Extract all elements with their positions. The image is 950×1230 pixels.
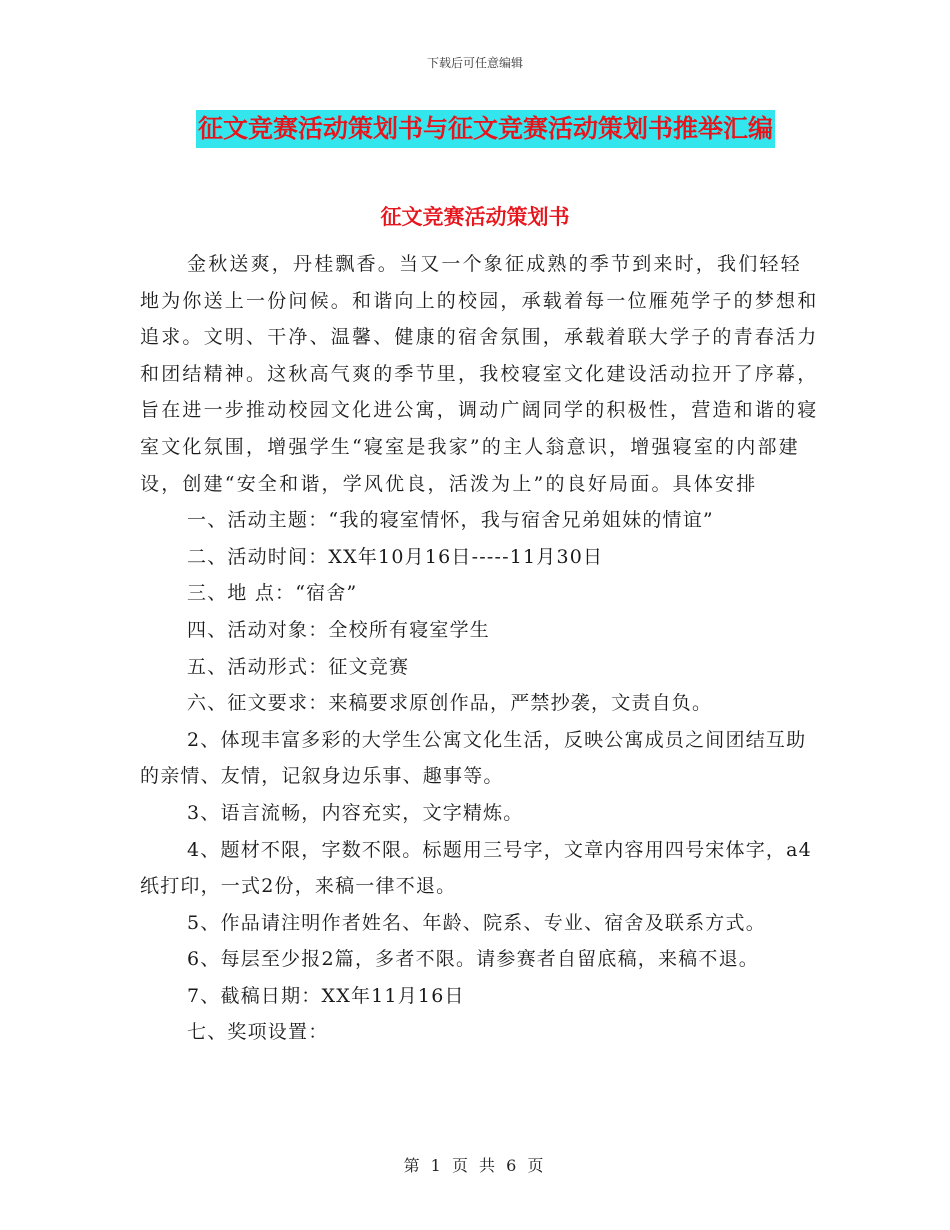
list-item: 4、题材不限，字数不限。标题用三号字，文章内容用四号宋体字，a4纸打印，一式2份，来稿一律不退。	[140, 838, 812, 898]
page-footer: 第 1 页 共 6 页	[403, 1156, 547, 1175]
list-item: 二、活动时间：XX年10月16日-----11月30日	[187, 545, 604, 568]
list-item: 3、语言流畅，内容充实，文字精炼。	[187, 801, 524, 824]
intro-line: 的青春活力和团结精神。这秋高气爽的季节里，我校寝室文化建设活	[140, 326, 819, 385]
document-title: 征文竞赛活动策划书与征文竞赛活动策划书推举汇编	[196, 110, 775, 148]
intro-line: 意识，增强寝室的内部建设，创建“安全和谐，学风优良，活泼为	[140, 435, 800, 495]
intro-line: 极性，营造和谐的寝室文化氛围，增强学生“寝室是我家”的主人翁	[140, 399, 819, 458]
list-item: 7、截稿日期：XX年11月16日	[187, 984, 465, 1007]
list-item: 六、征文要求：来稿要求原创作品，严禁抄袭，文责自负。	[187, 692, 713, 715]
intro-line: 动拉开了序幕，旨在进一步推动校园文化进公寓，调动广阔同学的积	[140, 362, 819, 422]
list-item: 一、活动主题：“我的寝室情怀，我与宿舍兄弟姐妹的情谊”	[187, 509, 714, 532]
document-body	[140, 246, 820, 1051]
list-item: 6、每层至少报2篇，多者不限。请参赛者自留底稿，来稿不退。	[187, 948, 759, 971]
list-item: 5、作品请注明作者姓名、年龄、院系、专业、宿舍及联系方式。	[187, 911, 766, 934]
list-item: 七、奖项设置：	[187, 1021, 329, 1044]
header-note: 下载后可任意编辑	[426, 56, 523, 70]
list-item: 2、体现丰富多彩的大学生公寓文化生活，反映公寓成员之间团结互助的亲情、友情，记叙身边乐事、趣事等。	[140, 728, 807, 788]
intro-line: 轻地为你送上一份问候。和谐向上的校园，承载着每一位雁苑学子的	[140, 253, 802, 312]
section-title: 征文竞赛活动策划书	[380, 204, 570, 229]
list-item: 三、地 点：“宿舍”	[187, 582, 358, 605]
intro-paragraph	[140, 246, 820, 502]
list-item: 四、活动对象：全校所有寝室学生	[187, 618, 491, 641]
intro-line: 金秋送爽，丹桂飘香。当又一个象征成熟的季节到来时，我们轻	[187, 253, 781, 275]
intro-line: 梦想和追求。文明、干净、温馨、健康的宿舍氛围，承载着联大学子	[140, 289, 819, 349]
list-item: 五、活动形式：征文竞赛	[187, 655, 410, 678]
intro-line: 上”的良好局面。具体安排	[512, 472, 758, 495]
